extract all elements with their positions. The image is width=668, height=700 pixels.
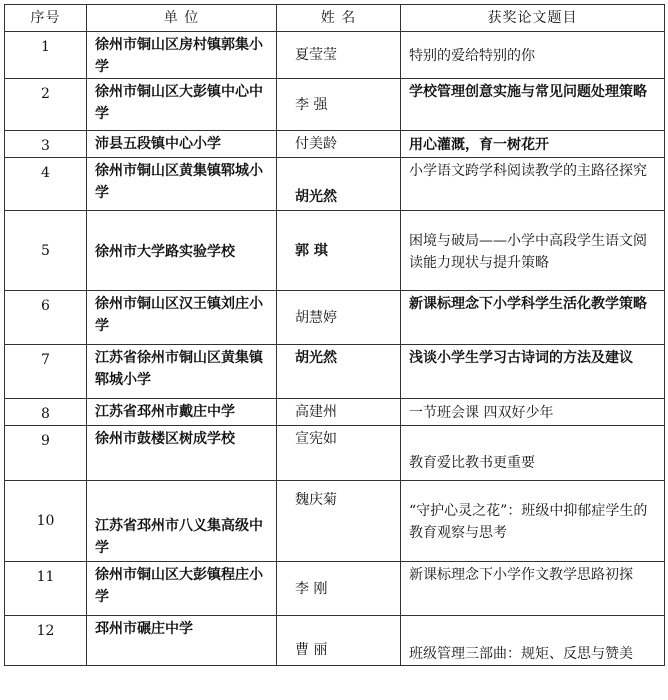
table-row — [5, 32, 665, 79]
row-name: 胡光然 — [277, 345, 401, 399]
table-row — [5, 291, 665, 345]
row-unit: 徐州市大学路实验学校 — [87, 211, 277, 291]
row-unit: 徐州市铜山区大彭镇中心中学 — [87, 79, 277, 131]
row-title: 学校管理创意实施与常见问题处理策略 — [401, 79, 665, 131]
row-name: 郭 琪 — [277, 211, 401, 291]
row-number: 1 — [5, 32, 87, 79]
row-number: 6 — [5, 291, 87, 345]
row-number: 10 — [5, 481, 87, 562]
table-row — [5, 399, 665, 426]
table-row — [5, 481, 665, 562]
row-unit: 徐州市铜山区大彭镇程庄小学 — [87, 562, 277, 616]
row-number: 2 — [5, 79, 87, 131]
row-unit: 徐州市铜山区汉王镇刘庄小学 — [87, 291, 277, 345]
header-name: 姓 名 — [277, 5, 401, 32]
row-title: 小学语文跨学科阅读教学的主路径探究 — [401, 158, 665, 211]
row-title: 用心灌溉，育一树花开 — [401, 131, 665, 158]
row-name: 宣宪如 — [277, 426, 401, 481]
row-title: 教育爱比教书更重要 — [401, 426, 665, 481]
header-title: 获奖论文题目 — [401, 5, 665, 32]
row-name: 胡光然 — [277, 158, 401, 211]
row-title: 特别的爱给特别的你 — [401, 32, 665, 79]
row-unit: 江苏省邳州市戴庄中学 — [87, 399, 277, 426]
row-unit: 徐州市铜山区黄集镇郓城小学 — [87, 158, 277, 211]
row-name: 曹 丽 — [277, 616, 401, 666]
table-header-row — [5, 5, 665, 32]
row-number: 9 — [5, 426, 87, 481]
row-title: 班级管理三部曲：规矩、反思与赞美 — [401, 616, 665, 666]
row-number: 12 — [5, 616, 87, 666]
table-row — [5, 426, 665, 481]
row-name: 李 刚 — [277, 562, 401, 616]
table-row — [5, 211, 665, 291]
row-name: 高建州 — [277, 399, 401, 426]
row-title: 困境与破局——小学中高段学生语文阅读能力现状与提升策略 — [401, 211, 665, 291]
table-row — [5, 616, 665, 666]
row-number: 7 — [5, 345, 87, 399]
row-name: 李 强 — [277, 79, 401, 131]
row-unit: 江苏省邳州市八义集高级中学 — [87, 481, 277, 562]
table-row — [5, 158, 665, 211]
row-title: 新课标理念下小学科学生活化教学策略 — [401, 291, 665, 345]
table-row — [5, 131, 665, 158]
row-number: 8 — [5, 399, 87, 426]
table-row — [5, 79, 665, 131]
row-title: 新课标理念下小学作文教学思路初探 — [401, 562, 665, 616]
row-number: 3 — [5, 131, 87, 158]
award-table — [4, 4, 665, 666]
row-name: 夏莹莹 — [277, 32, 401, 79]
row-title: 一节班会课 四双好少年 — [401, 399, 665, 426]
row-name: 胡慧婷 — [277, 291, 401, 345]
row-name: 魏庆菊 — [277, 481, 401, 562]
row-unit: 沛县五段镇中心小学 — [87, 131, 277, 158]
row-title: “守护心灵之花”：班级中抑郁症学生的教育观察与思考 — [401, 481, 665, 562]
row-unit: 徐州市铜山区房村镇郭集小学 — [87, 32, 277, 79]
row-title: 浅谈小学生学习古诗词的方法及建议 — [401, 345, 665, 399]
header-unit: 单 位 — [87, 5, 277, 32]
header-number: 序号 — [5, 5, 87, 32]
table-row — [5, 345, 665, 399]
row-unit: 徐州市鼓楼区树成学校 — [87, 426, 277, 481]
table-row — [5, 562, 665, 616]
row-unit: 江苏省徐州市铜山区黄集镇郓城小学 — [87, 345, 277, 399]
row-number: 11 — [5, 562, 87, 616]
row-number: 4 — [5, 158, 87, 211]
row-unit: 邳州市碾庄中学 — [87, 616, 277, 666]
row-number: 5 — [5, 211, 87, 291]
row-name: 付美龄 — [277, 131, 401, 158]
